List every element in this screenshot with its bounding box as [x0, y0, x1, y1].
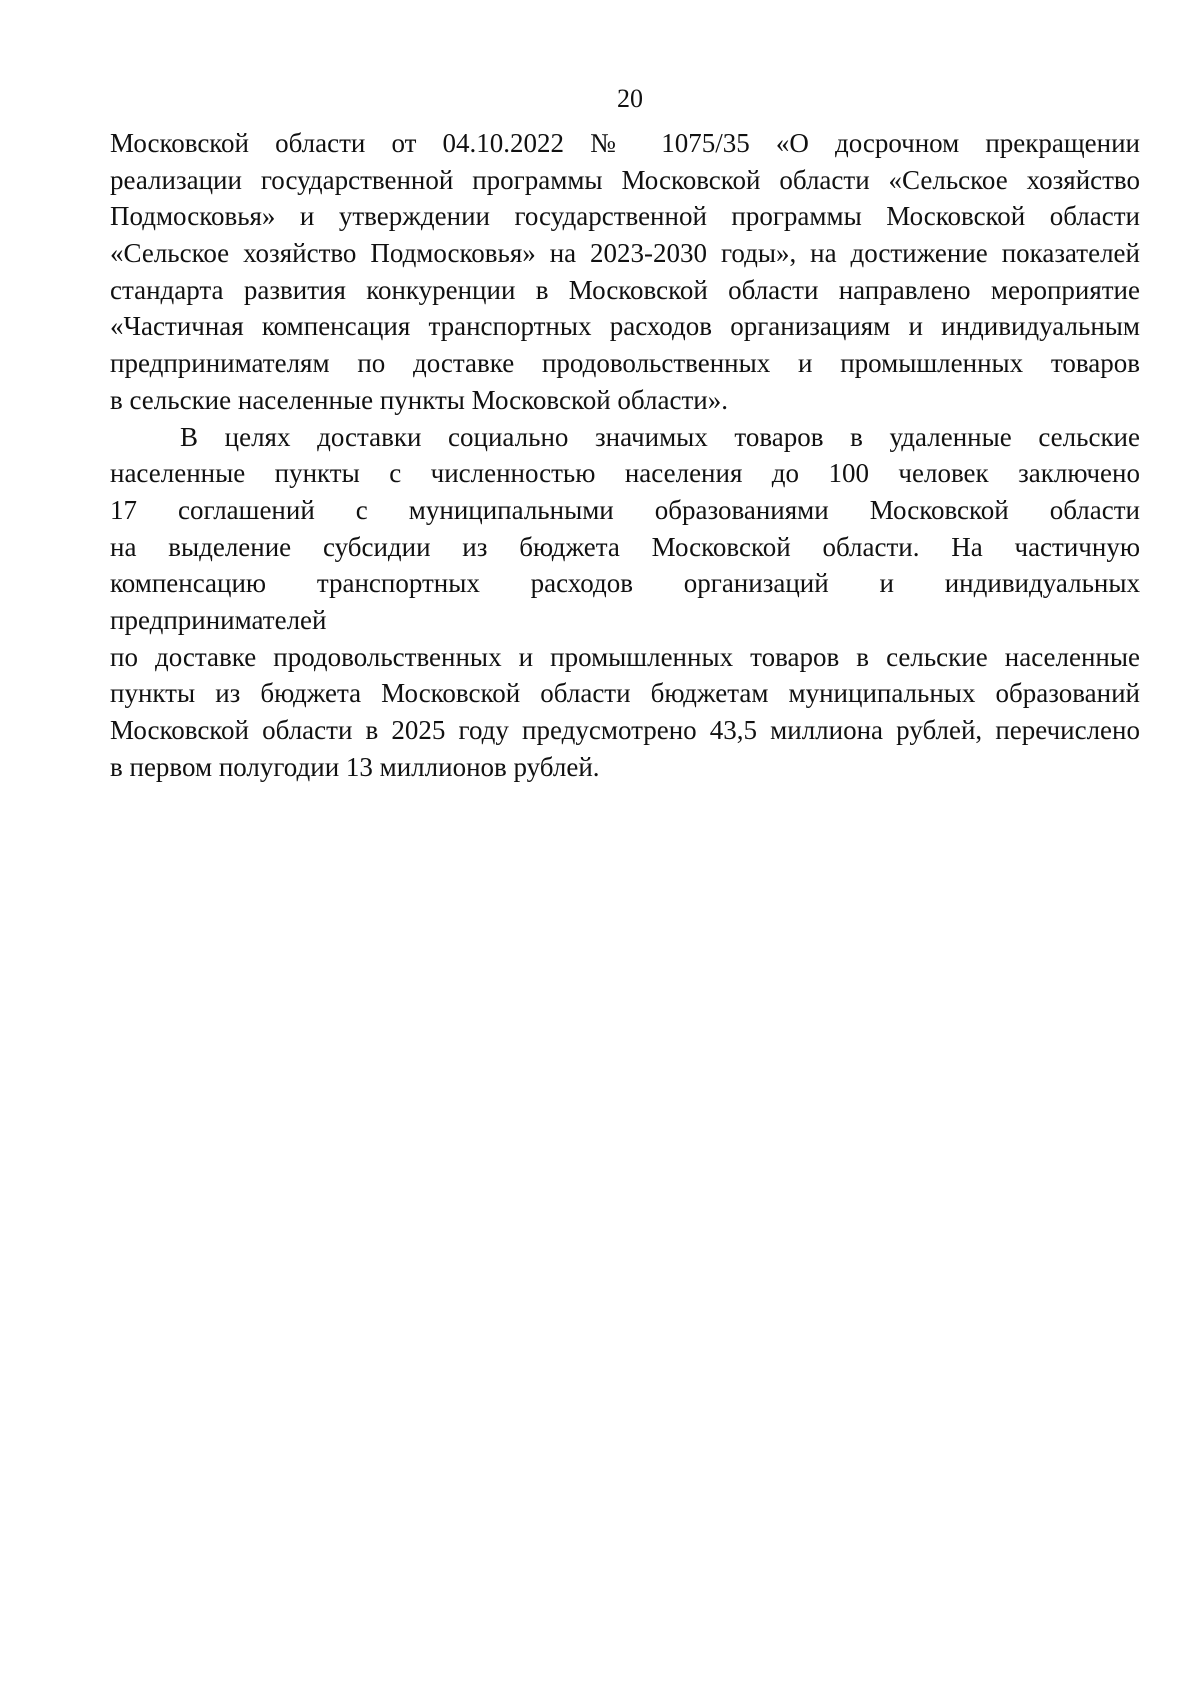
text-line: населенные пункты с численностью населения до 100 человек заключено [110, 458, 1140, 489]
text-line: реализации государственной программы Московской области «Сельское хозяйство [110, 164, 1140, 195]
text-line: в первом полугодии 13 миллионов рублей. [110, 751, 600, 782]
text-line: «Частичная компенсация транспортных расходов организациям и индивидуальным [110, 311, 1140, 342]
text-line: 17 соглашений с муниципальными образованиями Московской области [110, 494, 1140, 525]
document-body [110, 125, 1140, 785]
paragraph-delivery-subsidies [110, 419, 1140, 786]
text-line: «Сельское хозяйство Подмосковья» на 2023-2030 годы», на достижение показателей [110, 238, 1140, 269]
text-line: В целях доставки социально значимых товаров в удаленные сельские [180, 421, 1140, 452]
text-line: по доставке продовольственных и промышленных товаров в сельские населенные [110, 641, 1140, 672]
text-line: Московской области от 04.10.2022 № 1075/35 «О досрочном прекращении [110, 128, 1140, 158]
text-line: Подмосковья» и утверждении государственной программы Московской области [110, 201, 1140, 232]
text-line: предпринимателям по доставке продовольственных и промышленных товаров [110, 348, 1140, 379]
page-number: 20 [617, 84, 643, 113]
text-line: Московской области в 2025 году предусмотрено 43,5 миллиона рублей, перечислено [110, 715, 1140, 745]
text-line: на выделение субсидии из бюджета Московской области. На частичную [110, 531, 1140, 562]
text-line: стандарта развития конкуренции в Московской области направлено мероприятие [110, 274, 1140, 305]
text-line: предпринимателей [110, 604, 327, 635]
text-line: компенсацию транспортных расходов организаций и индивидуальных [110, 568, 1140, 599]
paragraph-program-reference [110, 125, 1140, 419]
text-line: пункты из бюджета Московской области бюджетам муниципальных образований [110, 678, 1140, 709]
text-line: в сельские населенные пункты Московской области». [110, 384, 728, 415]
